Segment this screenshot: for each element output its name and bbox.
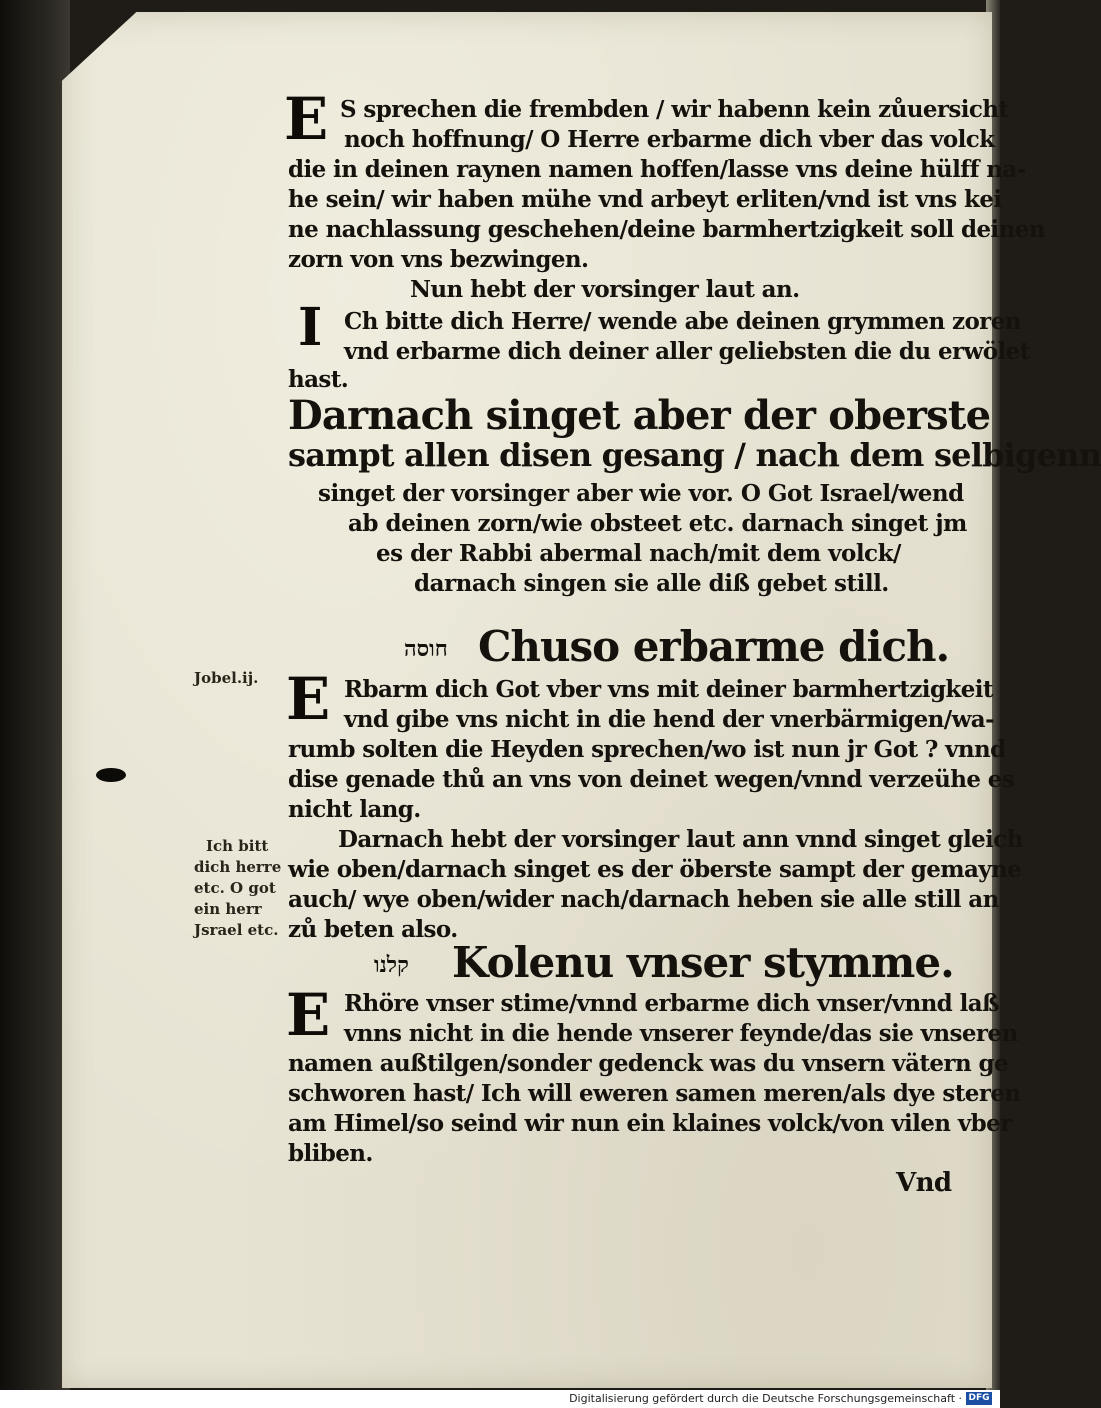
initial-letter: E bbox=[284, 85, 329, 153]
heading-subline: singet der vorsinger aber wie vor. O Got Israel/wend bbox=[318, 480, 964, 507]
marginal-note: dich herre bbox=[194, 858, 282, 876]
text-line: die in deinen raynen namen hoffen/lasse vns deine hülff na- bbox=[288, 156, 1026, 183]
dfg-logo[interactable]: DFG bbox=[966, 1392, 992, 1405]
text-line: Darnach hebt der vorsinger laut ann vnnd singet gleich bbox=[338, 826, 1023, 853]
text-line: vnns nicht in die hende vnserer feynde/das sie vnseren bbox=[344, 1020, 1018, 1047]
text-line: Rhöre vnser stime/vnnd erbarme dich vnser/vnnd laß bbox=[344, 990, 999, 1017]
text-line: hast. bbox=[288, 366, 349, 393]
text-line: Ch bitte dich Herre/ wende abe deinen grymmen zoren bbox=[344, 308, 1021, 335]
text-line: schworen hast/ Ich will eweren samen meren/als dye steren bbox=[288, 1080, 1021, 1107]
marginal-note: Jsrael etc. bbox=[194, 921, 279, 939]
marginal-note: ein herr bbox=[194, 900, 262, 918]
text-line: vnd gibe vns nicht in die hend der vnerbärmigen/wa- bbox=[344, 706, 995, 733]
initial-letter: E bbox=[286, 665, 331, 733]
text-line: am Himel/so seind wir nun ein klaines volck/von vilen vber bbox=[288, 1110, 1012, 1137]
heading-subline: darnach singen sie alle diß gebet still. bbox=[414, 570, 889, 597]
catchword: Vnd bbox=[896, 1168, 952, 1198]
text-line: rumb solten die Heyden sprechen/wo ist nun jr Got ? vnnd bbox=[288, 736, 1006, 763]
rubric-line: Nun hebt der vorsinger laut an. bbox=[410, 276, 800, 303]
scan-left-edge bbox=[0, 0, 70, 1390]
text-line: wie oben/darnach singet es der öberste sampt der gemayne bbox=[288, 856, 1022, 883]
text-line: auch/ wye oben/wider nach/darnach heben sie alle still an bbox=[288, 886, 999, 913]
text-line: zorn von vns bezwingen. bbox=[288, 246, 589, 273]
hebrew-word: קלנו bbox=[374, 952, 409, 978]
heading-line: sampt allen disen gesang / nach dem selbigenn bbox=[288, 436, 1101, 474]
text-line: noch hoffnung/ O Herre erbarme dich vber das volck bbox=[344, 126, 995, 153]
heading-line: Darnach singet aber der oberste bbox=[288, 392, 991, 439]
hebrew-word: חוסה bbox=[404, 636, 448, 662]
text-line: dise genade thů an vns von deinet wegen/vnnd verzeühe es bbox=[288, 766, 1015, 793]
marginal-note: Jobel.ij. bbox=[194, 669, 259, 687]
section-title: Chuso erbarme dich. bbox=[478, 622, 950, 671]
heading-subline: ab deinen zorn/wie obsteet etc. darnach singet jm bbox=[348, 510, 967, 537]
text-line: S sprechen die frembden / wir habenn kein zůuersicht bbox=[340, 96, 1009, 123]
marginal-note: Ich bitt bbox=[206, 837, 269, 855]
footer-credit[interactable]: Digitalisierung gefördert durch die Deutsche Forschungsgemeinschaft · bbox=[569, 1392, 962, 1405]
text-line: namen außtilgen/sonder gedenck was du vnsern vätern ge bbox=[288, 1050, 1008, 1077]
text-line: nicht lang. bbox=[288, 796, 421, 823]
text-line: vnd erbarme dich deiner aller geliebsten die du erwölet bbox=[344, 338, 1030, 365]
text-line: bliben. bbox=[288, 1140, 373, 1167]
ink-blot bbox=[96, 768, 126, 782]
marginal-note: etc. O got bbox=[194, 879, 276, 897]
initial-letter: E bbox=[286, 981, 331, 1049]
text-line: zů beten also. bbox=[288, 916, 458, 943]
text-line: Rbarm dich Got vber vns mit deiner barmhertzigkeit bbox=[344, 676, 993, 703]
section-title: Kolenu vnser stymme. bbox=[452, 938, 954, 987]
initial-letter: I bbox=[298, 297, 323, 358]
text-line: he sein/ wir haben mühe vnd arbeyt erliten/vnd ist vns kei bbox=[288, 186, 1002, 213]
heading-subline: es der Rabbi abermal nach/mit dem volck/ bbox=[376, 540, 901, 567]
text-line: ne nachlassung geschehen/deine barmhertzigkeit soll deinen bbox=[288, 216, 1045, 243]
